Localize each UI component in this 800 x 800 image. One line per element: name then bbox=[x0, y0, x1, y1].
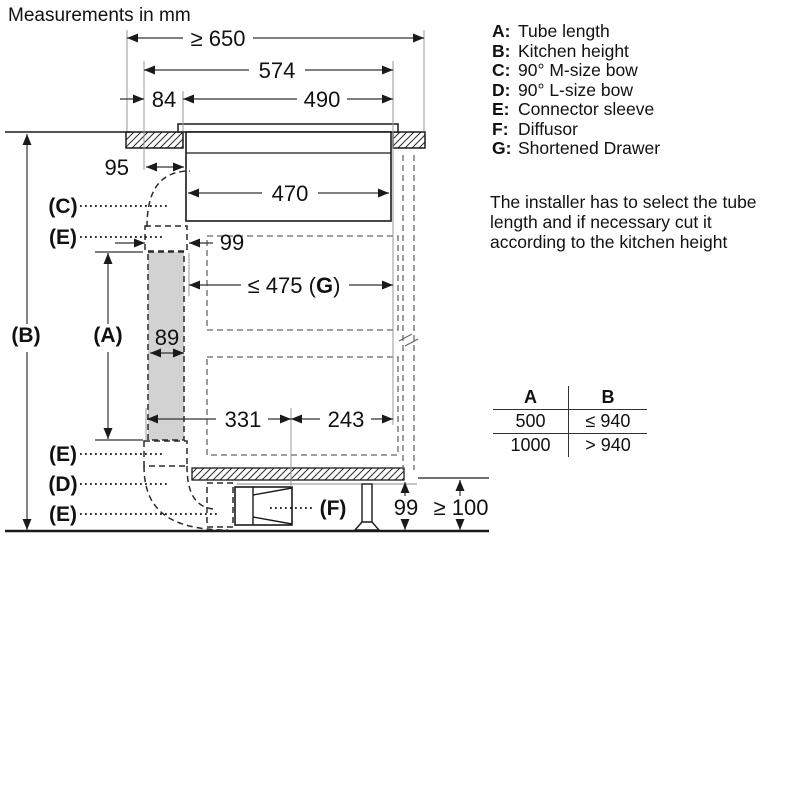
installer-note: The installer has to select the tube length and if necessary cut it according to the kitchen height bbox=[490, 192, 757, 252]
legend-item-g: G: Shortened Drawer bbox=[492, 138, 661, 158]
label-diffusor: (F) bbox=[319, 497, 347, 520]
label-sleeve-bottom: (E) bbox=[49, 443, 77, 466]
dim-331-text: 331 bbox=[224, 407, 262, 432]
cabinet-leg bbox=[355, 484, 379, 530]
legend-item-c: C: 90° M-size bow bbox=[492, 60, 638, 80]
dim-470-text: 470 bbox=[271, 181, 309, 206]
dim-99-plinth-text: 99 bbox=[393, 495, 419, 520]
tube-length-table bbox=[493, 386, 647, 457]
dim-650-text: ≥ 650 bbox=[190, 26, 246, 51]
dim-490-text: 490 bbox=[303, 87, 341, 112]
legend-item-f: F: Diffusor bbox=[492, 118, 578, 139]
page-title: Measurements in mm bbox=[8, 5, 191, 26]
shortened-drawer-lower bbox=[207, 357, 398, 455]
dim-243-text: 243 bbox=[327, 407, 365, 432]
table-header-a: A bbox=[493, 386, 569, 410]
label-sleeve-top: (E) bbox=[49, 226, 77, 249]
dim-99-sleeve-text: 99 bbox=[219, 230, 245, 255]
leg-foot bbox=[355, 522, 379, 530]
label-tube-length: (A) bbox=[93, 324, 123, 347]
table-header-b: B bbox=[569, 386, 648, 410]
legend-item-e: E: Connector sleeve bbox=[492, 99, 655, 119]
leg-column bbox=[362, 484, 372, 523]
connector-sleeve-top bbox=[145, 226, 187, 251]
label-l-bow: (D) bbox=[48, 473, 78, 496]
dim-475-text: ≤ 475 (G) bbox=[247, 273, 341, 298]
label-sleeve-horizontal: (E) bbox=[49, 503, 77, 526]
hob-body bbox=[186, 132, 391, 221]
diffusor bbox=[235, 487, 292, 525]
worktop-right-section bbox=[393, 132, 425, 148]
worktop-left-section bbox=[126, 132, 183, 148]
hob-glass-top bbox=[178, 124, 398, 132]
label-kitchen-height: (B) bbox=[11, 324, 41, 347]
dim-89-text: 89 bbox=[154, 325, 180, 350]
cabinet-bottom-panel bbox=[192, 468, 404, 480]
dim-100-text: ≥ 100 bbox=[433, 495, 489, 520]
connector-sleeve-horizontal bbox=[207, 483, 233, 527]
table-row: 1000 > 940 bbox=[493, 434, 647, 458]
table-row: 500 ≤ 940 bbox=[493, 410, 647, 434]
label-m-bow: (C) bbox=[48, 195, 78, 218]
dim-95-text: 95 bbox=[104, 155, 129, 180]
legend-item-b: B: Kitchen height bbox=[492, 40, 629, 61]
dim-84-text: 84 bbox=[151, 87, 177, 112]
parts-legend bbox=[492, 22, 660, 159]
table-header-row bbox=[493, 386, 647, 410]
bow-90-m-size bbox=[147, 171, 190, 227]
channel-break-mark bbox=[399, 334, 418, 346]
dim-574-text: 574 bbox=[258, 58, 296, 83]
legend-item-a: A: Tube length bbox=[492, 21, 610, 41]
legend-item-d: D: 90° L-size bow bbox=[492, 79, 633, 100]
